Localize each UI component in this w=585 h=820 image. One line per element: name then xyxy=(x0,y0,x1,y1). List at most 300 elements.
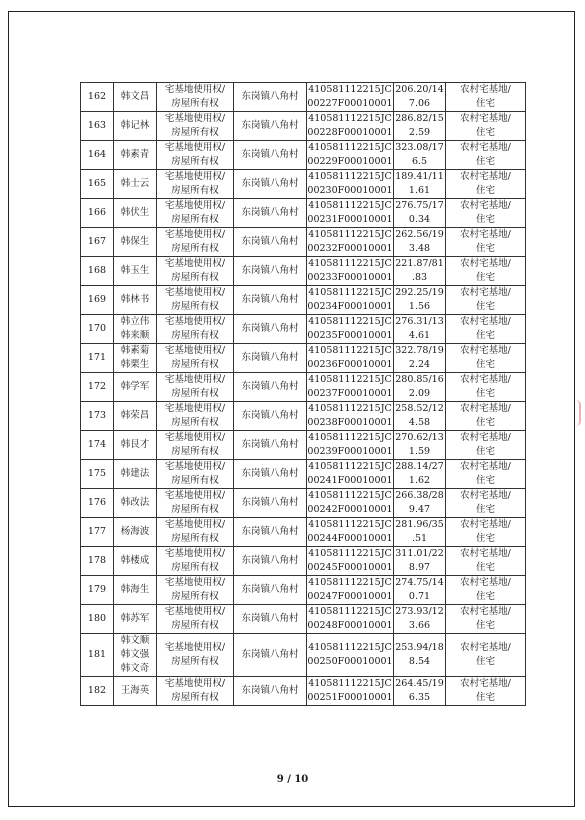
land-use-cell xyxy=(446,634,526,677)
land-use-cell xyxy=(446,489,526,518)
table-row xyxy=(81,83,526,112)
right-type-cell xyxy=(157,576,234,605)
right-type-cell xyxy=(157,257,234,286)
row-number-cell: 163 xyxy=(81,112,114,141)
land-use-cell-line: 住宅 xyxy=(475,243,495,254)
owner-name-cell-line: 杨海波 xyxy=(120,526,150,537)
area-cell-line: 9.47 xyxy=(408,504,431,515)
area-cell-line: 7.06 xyxy=(408,98,431,109)
land-use-cell xyxy=(446,677,526,706)
right-type-cell-line: 房屋所有权 xyxy=(171,620,219,631)
land-use-cell-line: 住宅 xyxy=(475,388,495,399)
land-use-cell-line: 住宅 xyxy=(475,185,495,196)
certificate-number-cell-line: 00239F00010001 xyxy=(307,446,393,457)
certificate-number-cell-line: 410581112215JC xyxy=(308,229,392,240)
certificate-number-cell xyxy=(307,112,394,141)
certificate-number-cell-line: 410581112215JC xyxy=(308,142,392,153)
row-number-cell: 165 xyxy=(81,170,114,199)
land-use-cell-line: 农村宅基地/ xyxy=(460,258,511,269)
owner-name-cell-line: 韩记林 xyxy=(120,120,150,131)
right-type-cell xyxy=(157,373,234,402)
area-cell-line: 311.01/22 xyxy=(395,548,444,559)
owner-name-cell xyxy=(114,286,157,315)
table-row xyxy=(81,170,526,199)
land-use-cell-line: 住宅 xyxy=(475,504,495,515)
land-use-cell xyxy=(446,112,526,141)
land-use-cell-line: 农村宅基地/ xyxy=(460,678,511,689)
location-cell: 东岗镇八角村 xyxy=(234,170,307,199)
location-cell: 东岗镇八角村 xyxy=(234,547,307,576)
row-number-cell: 171 xyxy=(81,344,114,373)
table-row xyxy=(81,286,526,315)
area-cell xyxy=(394,547,446,576)
land-use-cell xyxy=(446,373,526,402)
owner-name-cell-line: 韩改法 xyxy=(120,497,150,508)
location-cell: 东岗镇八角村 xyxy=(234,315,307,344)
land-use-cell-line: 农村宅基地/ xyxy=(460,606,511,617)
right-type-cell-line: 宅基地使用权/ xyxy=(164,548,226,559)
land-use-cell-line: 农村宅基地/ xyxy=(460,519,511,530)
land-use-cell-line: 住宅 xyxy=(475,359,495,370)
land-use-cell-line: 住宅 xyxy=(475,127,495,138)
right-type-cell-line: 宅基地使用权/ xyxy=(164,316,226,327)
certificate-number-cell-line: 410581112215JC xyxy=(308,577,392,588)
land-use-cell-line: 住宅 xyxy=(475,272,495,283)
land-use-cell-line: 住宅 xyxy=(475,562,495,573)
records-table-body xyxy=(81,83,526,706)
certificate-number-cell-line: 00244F00010001 xyxy=(307,533,393,544)
area-cell-line: 8.54 xyxy=(408,656,431,667)
certificate-number-cell-line: 410581112215JC xyxy=(308,200,392,211)
table-row xyxy=(81,402,526,431)
land-use-cell-line: 农村宅基地/ xyxy=(460,642,511,653)
area-cell xyxy=(394,112,446,141)
area-cell-line: 273.93/12 xyxy=(395,606,444,617)
right-type-cell-line: 宅基地使用权/ xyxy=(164,171,226,182)
area-cell-line: 2.09 xyxy=(408,388,431,399)
certificate-number-cell-line: 410581112215JC xyxy=(308,490,392,501)
certificate-number-cell xyxy=(307,605,394,634)
table-row xyxy=(81,344,526,373)
right-type-cell-line: 房屋所有权 xyxy=(171,330,219,341)
certificate-number-cell xyxy=(307,634,394,677)
area-cell-line: 323.08/17 xyxy=(395,142,444,153)
right-type-cell-line: 房屋所有权 xyxy=(171,301,219,312)
land-use-cell-line: 农村宅基地/ xyxy=(460,490,511,501)
land-use-cell-line: 农村宅基地/ xyxy=(460,461,511,472)
certificate-number-cell-line: 410581112215JC xyxy=(308,606,392,617)
land-use-cell xyxy=(446,228,526,257)
certificate-number-cell xyxy=(307,547,394,576)
table-row xyxy=(81,373,526,402)
owner-name-cell xyxy=(114,402,157,431)
right-type-cell-line: 宅基地使用权/ xyxy=(164,577,226,588)
certificate-number-cell-line: 00233F00010001 xyxy=(307,272,393,283)
area-cell xyxy=(394,228,446,257)
owner-name-cell xyxy=(114,83,157,112)
area-cell-line: 281.96/35 xyxy=(395,519,444,530)
area-cell xyxy=(394,677,446,706)
location-cell: 东岗镇八角村 xyxy=(234,677,307,706)
owner-name-cell-line: 韩文顺 xyxy=(120,635,150,646)
area-cell xyxy=(394,344,446,373)
location-cell: 东岗镇八角村 xyxy=(234,518,307,547)
area-cell-line: 1.62 xyxy=(408,475,431,486)
area-cell xyxy=(394,576,446,605)
land-use-cell xyxy=(446,460,526,489)
land-use-cell xyxy=(446,344,526,373)
table-row xyxy=(81,315,526,344)
area-cell-line: 3.66 xyxy=(408,620,431,631)
land-use-cell xyxy=(446,286,526,315)
area-cell-line: 276.31/13 xyxy=(395,316,444,327)
area-cell-line: 270.62/13 xyxy=(395,432,444,443)
right-type-cell xyxy=(157,460,234,489)
certificate-number-cell xyxy=(307,373,394,402)
owner-name-cell xyxy=(114,460,157,489)
certificate-number-cell-line: 410581112215JC xyxy=(308,287,392,298)
right-type-cell xyxy=(157,344,234,373)
area-cell xyxy=(394,199,446,228)
area-cell xyxy=(394,605,446,634)
location-cell: 东岗镇八角村 xyxy=(234,286,307,315)
owner-name-cell xyxy=(114,518,157,547)
table-row xyxy=(81,257,526,286)
right-type-cell-line: 宅基地使用权/ xyxy=(164,432,226,443)
area-cell-line: 6.35 xyxy=(408,692,431,703)
page-number: 9 / 10 xyxy=(276,774,309,785)
land-use-cell-line: 住宅 xyxy=(475,98,495,109)
right-type-cell-line: 房屋所有权 xyxy=(171,98,219,109)
land-use-cell xyxy=(446,576,526,605)
area-cell-line: 1.56 xyxy=(408,301,431,312)
right-type-cell-line: 房屋所有权 xyxy=(171,504,219,515)
right-type-cell-line: 宅基地使用权/ xyxy=(164,678,226,689)
row-number-cell: 166 xyxy=(81,199,114,228)
certificate-number-cell xyxy=(307,402,394,431)
area-cell-line: 6.5 xyxy=(411,156,428,167)
area-cell xyxy=(394,634,446,677)
certificate-number-cell-line: 00236F00010001 xyxy=(307,359,393,370)
land-use-cell xyxy=(446,431,526,460)
certificate-number-cell-line: 00238F00010001 xyxy=(307,417,393,428)
location-cell: 东岗镇八角村 xyxy=(234,373,307,402)
right-type-cell-line: 宅基地使用权/ xyxy=(164,403,226,414)
area-cell xyxy=(394,315,446,344)
right-type-cell-line: 房屋所有权 xyxy=(171,446,219,457)
owner-name-cell xyxy=(114,112,157,141)
row-number-cell: 181 xyxy=(81,634,114,677)
land-use-cell-line: 住宅 xyxy=(475,620,495,631)
certificate-number-cell-line: 410581112215JC xyxy=(308,678,392,689)
owner-name-cell-line: 韩楼成 xyxy=(120,555,150,566)
owner-name-cell xyxy=(114,170,157,199)
owner-name-cell xyxy=(114,634,157,677)
red-stamp-edge xyxy=(571,400,581,426)
owner-name-cell xyxy=(114,489,157,518)
right-type-cell xyxy=(157,489,234,518)
area-cell-line: 274.75/14 xyxy=(395,577,444,588)
right-type-cell-line: 房屋所有权 xyxy=(171,562,219,573)
certificate-number-cell xyxy=(307,83,394,112)
row-number-cell: 164 xyxy=(81,141,114,170)
location-cell: 东岗镇八角村 xyxy=(234,431,307,460)
area-cell xyxy=(394,431,446,460)
area-cell-line: 264.45/19 xyxy=(395,678,444,689)
owner-name-cell xyxy=(114,605,157,634)
right-type-cell-line: 宅基地使用权/ xyxy=(164,519,226,530)
right-type-cell xyxy=(157,518,234,547)
land-use-cell xyxy=(446,547,526,576)
right-type-cell xyxy=(157,286,234,315)
certificate-number-cell-line: 410581112215JC xyxy=(308,113,392,124)
right-type-cell xyxy=(157,677,234,706)
right-type-cell-line: 房屋所有权 xyxy=(171,692,219,703)
area-cell-line: 3.48 xyxy=(408,243,431,254)
certificate-number-cell-line: 00250F00010001 xyxy=(307,656,393,667)
owner-name-cell-line: 韩素青 xyxy=(120,149,150,160)
area-cell-line: 280.85/16 xyxy=(395,374,444,385)
right-type-cell xyxy=(157,170,234,199)
certificate-number-cell-line: 410581112215JC xyxy=(308,258,392,269)
right-type-cell xyxy=(157,199,234,228)
location-cell: 东岗镇八角村 xyxy=(234,141,307,170)
right-type-cell xyxy=(157,634,234,677)
certificate-number-cell-line: 00245F00010001 xyxy=(307,562,393,573)
table-row xyxy=(81,518,526,547)
certificate-number-cell xyxy=(307,518,394,547)
certificate-number-cell-line: 410581112215JC xyxy=(308,171,392,182)
land-use-cell xyxy=(446,402,526,431)
area-cell-line: 0.71 xyxy=(408,591,431,602)
area-cell-line: 221.87/81 xyxy=(395,258,444,269)
owner-name-cell-line: 韩素菊 xyxy=(120,345,150,356)
area-cell xyxy=(394,460,446,489)
row-number-cell: 173 xyxy=(81,402,114,431)
area-cell-line: 292.25/19 xyxy=(395,287,444,298)
owner-name-cell-line: 韩士云 xyxy=(120,178,150,189)
right-type-cell-line: 房屋所有权 xyxy=(171,272,219,283)
row-number-cell: 178 xyxy=(81,547,114,576)
right-type-cell-line: 房屋所有权 xyxy=(171,185,219,196)
owner-name-cell xyxy=(114,315,157,344)
land-use-cell-line: 农村宅基地/ xyxy=(460,403,511,414)
right-type-cell-line: 宅基地使用权/ xyxy=(164,229,226,240)
owner-name-cell xyxy=(114,228,157,257)
certificate-number-cell-line: 00234F00010001 xyxy=(307,301,393,312)
land-use-cell-line: 农村宅基地/ xyxy=(460,548,511,559)
land-use-cell-line: 住宅 xyxy=(475,301,495,312)
land-use-cell-line: 农村宅基地/ xyxy=(460,316,511,327)
location-cell: 东岗镇八角村 xyxy=(234,344,307,373)
certificate-number-cell-line: 00228F00010001 xyxy=(307,127,393,138)
land-use-cell xyxy=(446,170,526,199)
location-cell: 东岗镇八角村 xyxy=(234,199,307,228)
area-cell xyxy=(394,170,446,199)
area-cell-line: 4.61 xyxy=(408,330,431,341)
owner-name-cell-line: 韩建法 xyxy=(120,468,150,479)
right-type-cell-line: 房屋所有权 xyxy=(171,417,219,428)
land-use-cell xyxy=(446,315,526,344)
table-row xyxy=(81,634,526,677)
row-number-cell: 168 xyxy=(81,257,114,286)
area-cell-line: 253.94/18 xyxy=(395,642,444,653)
land-use-cell-line: 农村宅基地/ xyxy=(460,84,511,95)
certificate-number-cell xyxy=(307,141,394,170)
right-type-cell-line: 房屋所有权 xyxy=(171,359,219,370)
certificate-number-cell-line: 00232F00010001 xyxy=(307,243,393,254)
certificate-number-cell-line: 410581112215JC xyxy=(308,432,392,443)
location-cell: 东岗镇八角村 xyxy=(234,460,307,489)
right-type-cell-line: 房屋所有权 xyxy=(171,127,219,138)
area-cell-line: 4.58 xyxy=(408,417,431,428)
right-type-cell xyxy=(157,402,234,431)
land-use-cell-line: 住宅 xyxy=(475,446,495,457)
row-number-cell: 182 xyxy=(81,677,114,706)
certificate-number-cell-line: 00237F00010001 xyxy=(307,388,393,399)
certificate-number-cell-line: 00231F00010001 xyxy=(307,214,393,225)
land-use-cell xyxy=(446,518,526,547)
right-type-cell xyxy=(157,431,234,460)
owner-name-cell-line: 韩立伟 xyxy=(120,316,150,327)
owner-name-cell-line: 韩林书 xyxy=(120,294,150,305)
right-type-cell-line: 房屋所有权 xyxy=(171,214,219,225)
area-cell-line: 1.61 xyxy=(408,185,431,196)
land-use-cell-line: 农村宅基地/ xyxy=(460,374,511,385)
certificate-number-cell xyxy=(307,431,394,460)
location-cell: 东岗镇八角村 xyxy=(234,83,307,112)
certificate-number-cell xyxy=(307,286,394,315)
certificate-number-cell-line: 00229F00010001 xyxy=(307,156,393,167)
land-use-cell-line: 住宅 xyxy=(475,692,495,703)
land-use-cell-line: 农村宅基地/ xyxy=(460,577,511,588)
area-cell-line: .51 xyxy=(411,533,428,544)
certificate-number-cell xyxy=(307,228,394,257)
right-type-cell-line: 宅基地使用权/ xyxy=(164,374,226,385)
owner-name-cell-line: 韩艮才 xyxy=(120,439,150,450)
certificate-number-cell-line: 00251F00010001 xyxy=(307,692,393,703)
owner-name-cell-line: 韩伏生 xyxy=(120,207,150,218)
owner-name-cell-line: 王海英 xyxy=(120,685,150,696)
right-type-cell xyxy=(157,141,234,170)
location-cell: 东岗镇八角村 xyxy=(234,257,307,286)
certificate-number-cell-line: 410581112215JC xyxy=(308,345,392,356)
owner-name-cell-line: 韩来顺 xyxy=(120,330,150,341)
certificate-number-cell-line: 00230F00010001 xyxy=(307,185,393,196)
area-cell xyxy=(394,83,446,112)
land-use-cell xyxy=(446,199,526,228)
row-number-cell: 174 xyxy=(81,431,114,460)
land-use-cell-line: 住宅 xyxy=(475,656,495,667)
land-use-cell-line: 农村宅基地/ xyxy=(460,432,511,443)
certificate-number-cell-line: 00241F00010001 xyxy=(307,475,393,486)
land-use-cell-line: 农村宅基地/ xyxy=(460,287,511,298)
right-type-cell xyxy=(157,83,234,112)
owner-name-cell-line: 韩文奇 xyxy=(120,663,150,674)
area-cell-line: 1.59 xyxy=(408,446,431,457)
land-use-cell-line: 住宅 xyxy=(475,591,495,602)
table-row xyxy=(81,547,526,576)
area-cell-line: .83 xyxy=(411,272,428,283)
right-type-cell xyxy=(157,112,234,141)
certificate-number-cell-line: 410581112215JC xyxy=(308,548,392,559)
certificate-number-cell-line: 410581112215JC xyxy=(308,84,392,95)
certificate-number-cell-line: 00242F00010001 xyxy=(307,504,393,515)
area-cell xyxy=(394,373,446,402)
table-row xyxy=(81,605,526,634)
location-cell: 东岗镇八角村 xyxy=(234,402,307,431)
owner-name-cell xyxy=(114,431,157,460)
right-type-cell-line: 房屋所有权 xyxy=(171,243,219,254)
row-number-cell: 175 xyxy=(81,460,114,489)
right-type-cell-line: 宅基地使用权/ xyxy=(164,142,226,153)
area-cell xyxy=(394,141,446,170)
owner-name-cell xyxy=(114,257,157,286)
right-type-cell-line: 宅基地使用权/ xyxy=(164,258,226,269)
area-cell xyxy=(394,518,446,547)
table-row xyxy=(81,677,526,706)
area-cell-line: 322.78/19 xyxy=(395,345,444,356)
location-cell: 东岗镇八角村 xyxy=(234,605,307,634)
owner-name-cell-line: 韩文昌 xyxy=(120,91,150,102)
right-type-cell-line: 宅基地使用权/ xyxy=(164,490,226,501)
land-use-cell xyxy=(446,83,526,112)
area-cell-line: 0.34 xyxy=(408,214,431,225)
area-cell-line: 262.56/19 xyxy=(395,229,444,240)
table-row xyxy=(81,112,526,141)
row-number-cell: 170 xyxy=(81,315,114,344)
certificate-number-cell xyxy=(307,344,394,373)
owner-name-cell-line: 韩苏军 xyxy=(120,613,150,624)
land-use-cell xyxy=(446,141,526,170)
owner-name-cell-line: 韩保生 xyxy=(120,236,150,247)
land-use-cell xyxy=(446,605,526,634)
right-type-cell xyxy=(157,315,234,344)
owner-name-cell xyxy=(114,677,157,706)
area-cell-line: 206.20/14 xyxy=(395,84,444,95)
table-row xyxy=(81,489,526,518)
location-cell: 东岗镇八角村 xyxy=(234,112,307,141)
certificate-number-cell xyxy=(307,199,394,228)
row-number-cell: 177 xyxy=(81,518,114,547)
certificate-number-cell-line: 410581112215JC xyxy=(308,403,392,414)
area-cell-line: 266.38/28 xyxy=(395,490,444,501)
land-use-cell-line: 住宅 xyxy=(475,156,495,167)
area-cell-line: 258.52/12 xyxy=(395,403,444,414)
records-table xyxy=(80,82,526,706)
certificate-number-cell xyxy=(307,576,394,605)
right-type-cell-line: 房屋所有权 xyxy=(171,656,219,667)
area-cell-line: 286.82/15 xyxy=(395,113,444,124)
right-type-cell xyxy=(157,547,234,576)
right-type-cell xyxy=(157,605,234,634)
right-type-cell-line: 房屋所有权 xyxy=(171,591,219,602)
table-row xyxy=(81,460,526,489)
right-type-cell xyxy=(157,228,234,257)
land-use-cell-line: 农村宅基地/ xyxy=(460,229,511,240)
land-use-cell-line: 农村宅基地/ xyxy=(460,171,511,182)
owner-name-cell xyxy=(114,141,157,170)
area-cell xyxy=(394,489,446,518)
land-use-cell-line: 农村宅基地/ xyxy=(460,142,511,153)
area-cell-line: 2.59 xyxy=(408,127,431,138)
land-use-cell xyxy=(446,257,526,286)
right-type-cell-line: 房屋所有权 xyxy=(171,388,219,399)
right-type-cell-line: 宅基地使用权/ xyxy=(164,84,226,95)
right-type-cell-line: 房屋所有权 xyxy=(171,533,219,544)
owner-name-cell-line: 韩海生 xyxy=(120,584,150,595)
right-type-cell-line: 宅基地使用权/ xyxy=(164,200,226,211)
